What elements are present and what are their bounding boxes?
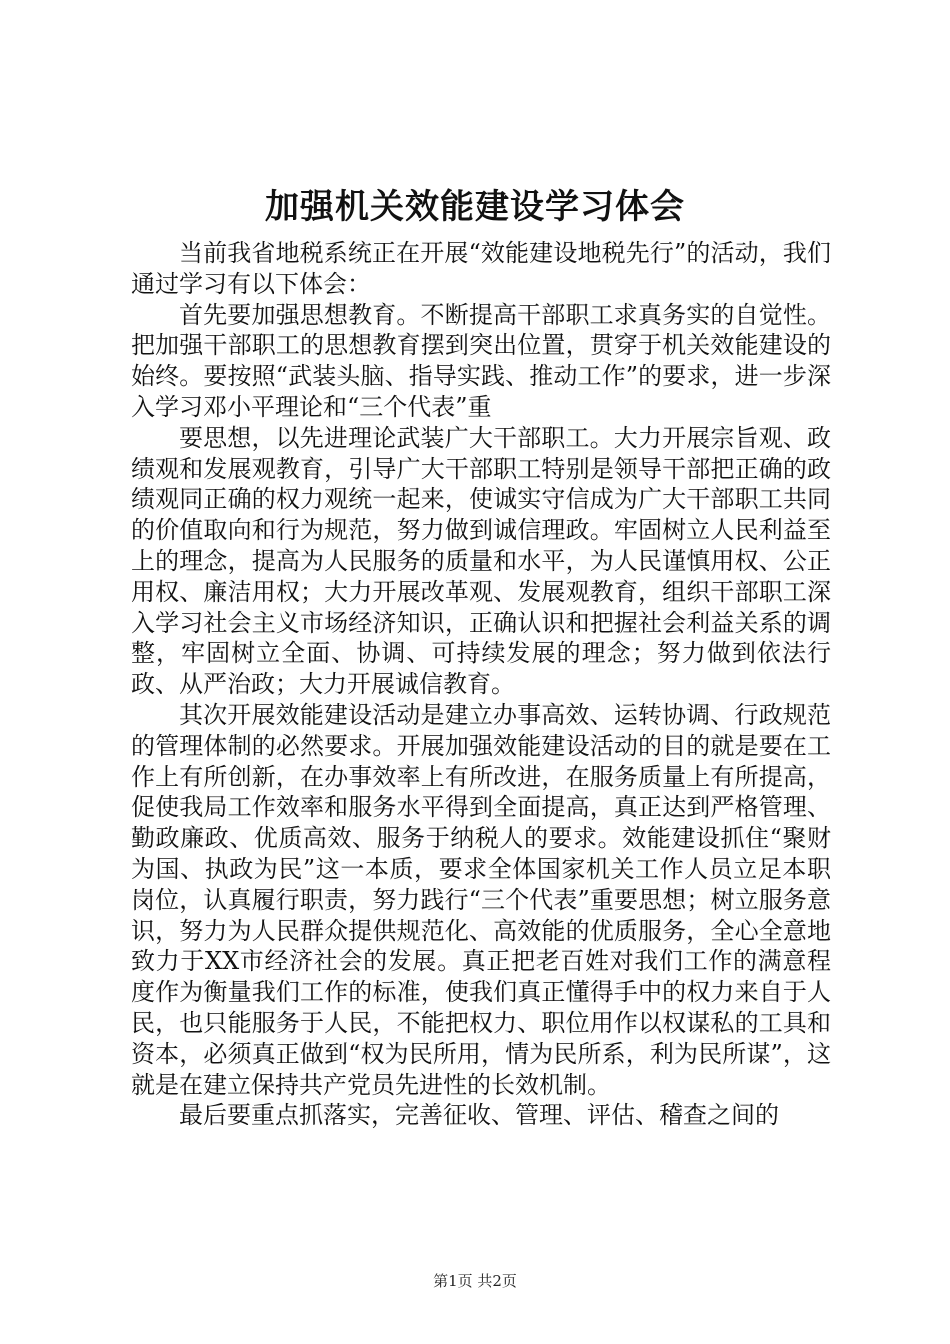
paragraph-last-point: 最后要重点抓落实，完善征收、管理、评估、稽查之间的	[179, 1101, 779, 1130]
document-title: 加强机关效能建设学习体会	[265, 187, 685, 227]
page-number-footer: 第1页 共2页	[433, 1272, 517, 1290]
paragraph-intro: 当前我省地税系统正在开展“效能建设地税先行”的活动，我们通过学习有以下体会：	[131, 239, 831, 298]
paragraph-second-point: 其次开展效能建设活动是建立办事高效、运转协调、行政规范的管理体制的必然要求。开展加强效能建设活动的目的就是要在工作上有所创新，在办事效率上有所改进，在服务质量上有所提高，促使我局工作效率和服务水平得到全面提高，真正达到严格管理、勤政廉政、优质高效、服务于纳税人的要求。效能建设抓住“聚财为国、执政为民”这一本质，要求全体国家机关工作人员立足本职岗位，认真履行职责，努力践行“三个代表”重要思想；树立服务意识，努力为人民群众提供规范化、高效能的优质服务，全心全意地致力于XX市经济社会的发展。真正把老百姓对我们工作的满意程度作为衡量我们工作的标准，使我们真正懂得手中的权力来自于人民，也只能服务于人民，不能把权力、职位用作以权谋私的工具和资本，必须真正做到“权为民所用，情为民所系，利为民所谋”，这就是在建立保持共产党员先进性的长效机制。	[131, 700, 831, 1099]
paragraph-first-point-continued: 要思想，以先进理论武装广大干部职工。大力开展宗旨观、政绩观和发展观教育，引导广大干部职工特别是领导干部把正确的政绩观同正确的权力观统一起来，使诚实守信成为广大干部职工共同的价值取向和行为规范，努力做到诚信理政。牢固树立人民利益至上的理念，提高为人民服务的质量和水平，为人民谨慎用权、公正用权、廉洁用权；大力开展改革观、发展观教育，组织干部职工深入学习社会主义市场经济知识，正确认识和把握社会利益关系的调整，牢固树立全面、协调、可持续发展的理念；努力做到依法行政、从严治政；大力开展诚信教育。	[131, 423, 831, 699]
paragraph-first-point: 首先要加强思想教育。不断提高干部职工求真务实的自觉性。把加强干部职工的思想教育摆到突出位置，贯穿于机关效能建设的始终。要按照“武装头脑、指导实践、推动工作”的要求，进一步深入学习邓小平理论和“三个代表”重	[131, 300, 831, 421]
document-body	[131, 238, 831, 1131]
